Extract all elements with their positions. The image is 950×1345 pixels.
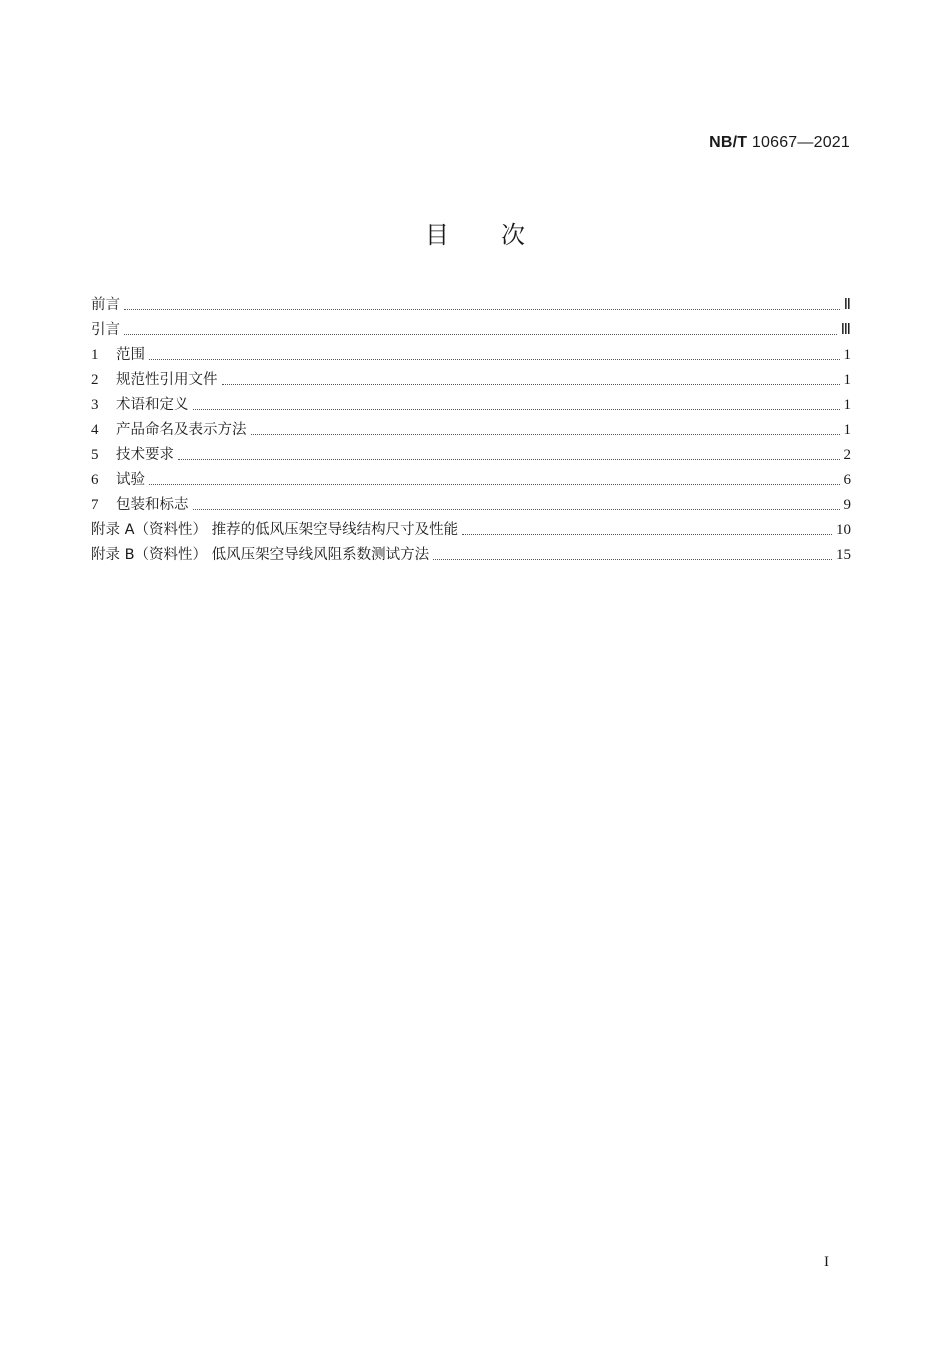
toc-entry-label: 试验 xyxy=(116,472,145,488)
toc-leader-dots xyxy=(462,533,832,535)
toc-entry-page: 1 xyxy=(843,372,851,388)
toc-title-char-2: 次 xyxy=(501,221,525,249)
toc-entry-number: 2 xyxy=(91,372,99,388)
toc-title xyxy=(0,215,950,250)
toc-entry-tests[interactable] xyxy=(91,468,851,493)
toc-entry-label: 范围 xyxy=(116,347,145,363)
toc-entry-appendix-b[interactable] xyxy=(91,543,851,568)
toc-entry-introduction[interactable] xyxy=(91,318,851,343)
toc-entry-page: 10 xyxy=(836,522,851,538)
toc-entry-packaging-marking[interactable] xyxy=(91,493,851,518)
toc-entry-page: 2 xyxy=(843,447,851,463)
page-number: I xyxy=(824,1254,829,1270)
toc-leader-dots xyxy=(124,308,840,310)
toc-entry-page: 15 xyxy=(836,547,851,563)
toc-entry-appendix-a[interactable] xyxy=(91,518,851,543)
standard-code: NB/T xyxy=(709,134,748,151)
toc-entry-page: Ⅲ xyxy=(840,322,851,338)
toc-entry-number: 4 xyxy=(91,422,99,438)
toc-entry-label: 附录 A（资料性） 推荐的低风压架空导线结构尺寸及性能 xyxy=(91,522,459,538)
toc-entry-label: 术语和定义 xyxy=(116,397,189,413)
toc-entry-label: 附录 B（资料性） 低风压架空导线风阻系数测试方法 xyxy=(91,547,430,563)
toc-leader-dots xyxy=(124,333,837,335)
toc-entry-page: 1 xyxy=(843,397,851,413)
toc-entry-number: 6 xyxy=(91,472,99,488)
toc-list xyxy=(91,293,851,568)
toc-entry-label: 前言 xyxy=(91,297,120,313)
toc-entry-normative-references[interactable] xyxy=(91,368,851,393)
standard-number xyxy=(709,134,850,152)
toc-entry-number: 5 xyxy=(91,447,99,463)
toc-entry-number: 7 xyxy=(91,497,99,513)
toc-entry-label: 规范性引用文件 xyxy=(116,372,218,388)
toc-leader-dots xyxy=(193,508,840,510)
toc-entry-scope[interactable] xyxy=(91,343,851,368)
toc-entry-page: 1 xyxy=(843,422,851,438)
toc-leader-dots xyxy=(193,408,840,410)
toc-entry-label: 产品命名及表示方法 xyxy=(116,422,247,438)
toc-entry-page: 9 xyxy=(843,497,851,513)
toc-entry-number: 3 xyxy=(91,397,99,413)
toc-entry-label: 技术要求 xyxy=(116,447,174,463)
toc-leader-dots xyxy=(149,483,840,485)
toc-leader-dots xyxy=(251,433,840,435)
toc-entry-foreword[interactable] xyxy=(91,293,851,318)
toc-entry-page: Ⅱ xyxy=(843,297,851,313)
toc-entry-label: 引言 xyxy=(91,322,120,338)
standard-year-number: 10667—2021 xyxy=(751,134,850,151)
toc-entry-product-naming[interactable] xyxy=(91,418,851,443)
toc-leader-dots xyxy=(222,383,840,385)
toc-entry-technical-requirements[interactable] xyxy=(91,443,851,468)
toc-entry-terms-definitions[interactable] xyxy=(91,393,851,418)
toc-entry-page: 6 xyxy=(843,472,851,488)
toc-leader-dots xyxy=(178,458,840,460)
toc-leader-dots xyxy=(433,558,832,560)
toc-title-char-1: 目 xyxy=(425,221,449,249)
toc-entry-number: 1 xyxy=(91,347,99,363)
toc-entry-page: 1 xyxy=(843,347,851,363)
toc-leader-dots xyxy=(149,358,840,360)
toc-entry-label: 包装和标志 xyxy=(116,497,189,513)
